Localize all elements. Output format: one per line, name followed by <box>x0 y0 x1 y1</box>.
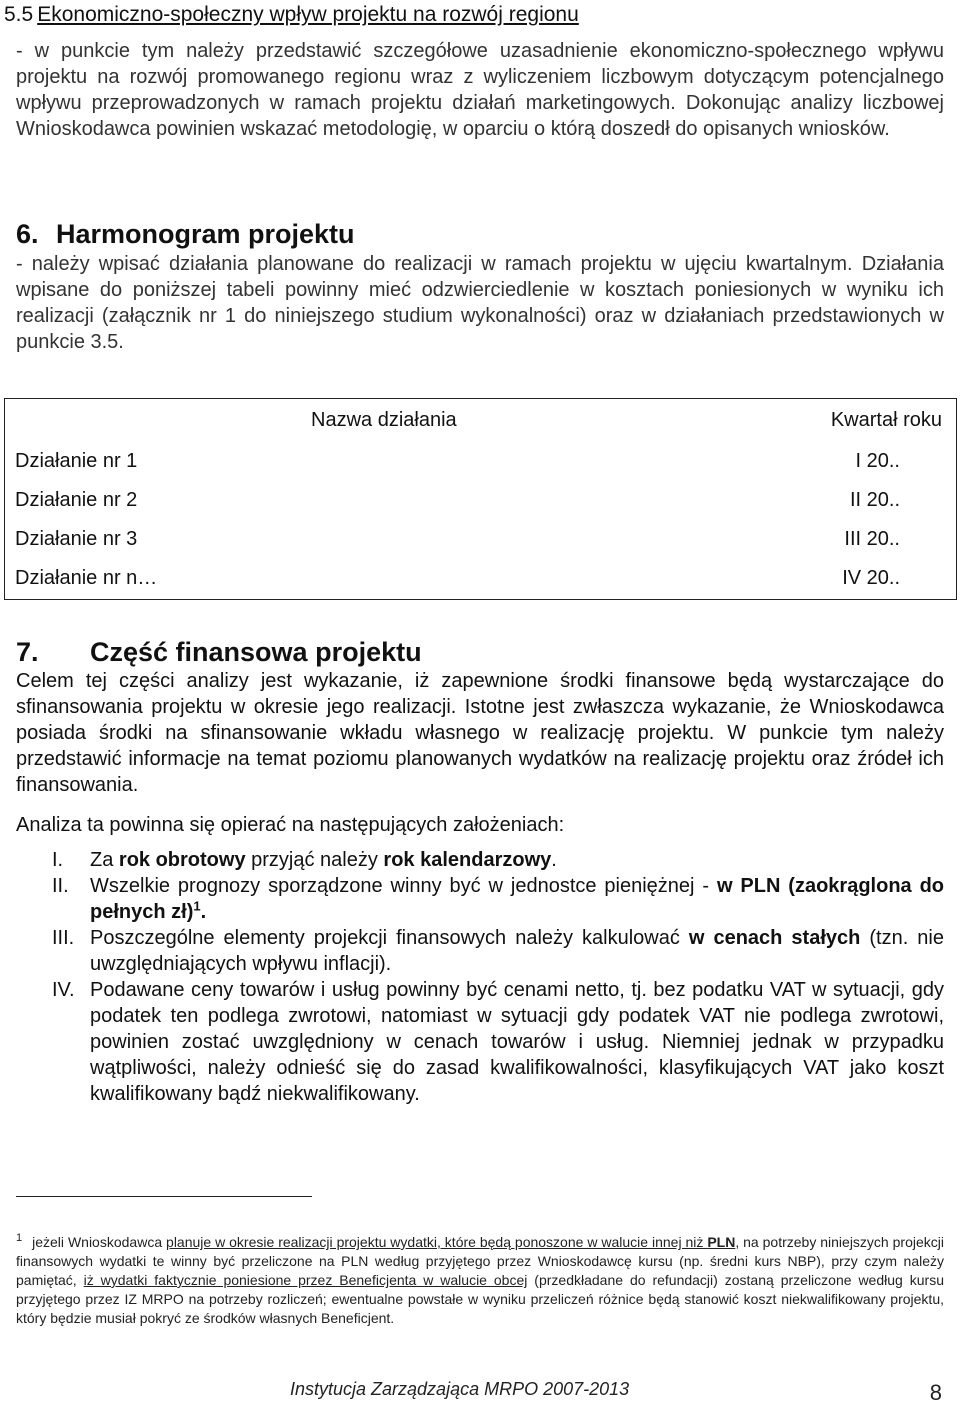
table-row-name: Działanie nr n… <box>15 567 158 589</box>
section-title: Część finansowa projektu <box>90 637 422 667</box>
page-number: 8 <box>929 1380 942 1405</box>
item-text: . <box>200 901 207 923</box>
item-bold: w cenach stałych <box>688 927 861 949</box>
list-item <box>16 847 944 873</box>
list-item <box>16 873 944 925</box>
footnote-text: (przedkładane do refundacji) zostaną przeliczone według kursu przyjętego przez IZ MRPO na potrzeby rozliczeń; ewentualne powstałe w wyniku przeliczeń różnice będą stanowić koszt niekwalifikowany projektu, który będzie musiał pokryć ze środków własnych Beneficjent. <box>16 1272 944 1326</box>
table-row-quarter: IV 20.. <box>842 567 900 589</box>
section-7-heading <box>16 636 944 668</box>
section-number: 6. <box>16 219 39 249</box>
footnote <box>16 1233 944 1328</box>
section-5-5-body: - w punkcie tym należy przedstawić szczegółowe uzasadnienie ekonomiczno-społecznego wpływu projektu na rozwój promowanego regionu wraz z wyliczeniem liczbowym dotyczącym potencjalnego wpływu przeprowadzonych w ramach projektu działań marketingowych. Dokonując analizy liczbowej Wnioskodawca powinien wskazać metodologię, w oparciu o którą doszedł do opisanych wniosków. <box>16 40 944 140</box>
footnote-underlined: planuje w okresie realizacji projektu wydatki, które będą ponoszone w walucie innej niż <box>166 1234 708 1250</box>
section-title: Ekonomiczno-społeczny wpływ projektu na rozwój regionu <box>37 3 579 26</box>
item-text: przyjąć należy <box>245 849 384 871</box>
list-marker: II. <box>52 875 69 897</box>
footnote-separator <box>16 1196 312 1197</box>
item-text: (tzn. nie uwzględniających wpływu inflacji). <box>90 927 944 975</box>
schedule-table <box>4 398 957 600</box>
list-marker: IV. <box>52 979 75 1001</box>
table-row-quarter: III 20.. <box>844 528 900 550</box>
footnote-underlined: iż wydatki faktycznie poniesione przez Beneficjenta w walucie obcej <box>83 1272 528 1288</box>
footnote-underlined: PLN <box>707 1234 736 1250</box>
footnote-text: , na potrzeby niniejszych projekcji finansowych wydatki te winny być przeliczone na PLN według przyjętego przez Wnioskodawcę kursu (np. średni kurs NBP), przy czym należy pamiętać, <box>16 1234 944 1288</box>
item-text: . <box>551 849 557 871</box>
section-5-5-heading <box>4 2 932 28</box>
section-6-body: - należy wpisać działania planowane do realizacji w ramach projektu w ujęciu kwartalnym. Działania wpisane do poniższej tabeli powinny mieć odzwierciedlenie w kosztach poniesionych w wyniku ich realizacji (załącznik nr 1 do niniejszego studium wykonalności) oraz w działaniach przedstawionych w punkcie 3.5. <box>16 253 944 353</box>
item-bold: rok kalendarzowy <box>383 849 552 871</box>
item-bold: w PLN (zaokrąglona do pełnych zł) <box>90 875 945 923</box>
section-6-heading <box>16 218 944 250</box>
item-text: Wszelkie prognozy sporządzone winny być w jednostce pieniężnej - <box>90 875 717 897</box>
table-row-name: Działanie nr 1 <box>15 450 138 472</box>
list-item <box>16 977 944 1107</box>
column-header-quarter: Kwartał roku <box>830 409 942 431</box>
footnote-ref: 1 <box>193 898 201 914</box>
list-item <box>16 925 944 977</box>
item-text: Za <box>90 849 119 871</box>
footnote-text: jeżeli Wnioskodawca <box>32 1234 167 1250</box>
list-marker: III. <box>52 927 75 949</box>
item-text: Podawane ceny towarów i usług powinny być cenami netto, tj. bez podatku VAT w sytuacji, gdy podatek ten podlega zwrotowi, natomiast w sytuacji gdy podatek VAT nie podlega zwrotowi, powinien zostać uwzględniony w cenach towarów i usług. Niemniej jednak w przypadku wątpliwości, należy odnieść się do zasad kwalifikowalności, klasyfikujących VAT jako koszt kwalifikowany bądź niekwalifikowany. <box>90 979 944 1105</box>
section-number: 5.5 <box>4 3 34 26</box>
table-row-quarter: II 20.. <box>849 489 900 511</box>
item-bold: rok obrotowy <box>118 849 246 871</box>
section-title: Harmonogram projektu <box>56 219 355 249</box>
table-row-name: Działanie nr 2 <box>15 489 138 511</box>
table-row-name: Działanie nr 3 <box>15 528 138 550</box>
section-7-body: Celem tej części analizy jest wykazanie, iż zapewnione środki finansowe będą wystarczające do sfinansowania projektu w okresie jego realizacji. Istotne jest zwłaszcza wykazanie, że Wnioskodawca posiada środki na sfinansowanie wkładu własnego w realizację projektu. W punkcie tym należy przedstawić informacje na temat poziomu planowanych wydatków na realizację projektu oraz źródeł ich finansowania. <box>16 670 944 796</box>
section-number: 7. <box>16 637 39 667</box>
list-marker: I. <box>52 849 64 871</box>
section-7-intro: Analiza ta powinna się opierać na następujących założeniach: <box>16 814 565 836</box>
table-row-quarter: I 20.. <box>855 450 900 472</box>
footer-institution: Instytucja Zarządzająca MRPO 2007-2013 <box>290 1379 630 1399</box>
column-header-name: Nazwa działania <box>311 409 457 431</box>
assumptions-list <box>16 847 944 1107</box>
item-text: Poszczególne elementy projekcji finansowych należy kalkulować <box>90 927 689 949</box>
footnote-mark: 1 <box>16 1232 23 1245</box>
